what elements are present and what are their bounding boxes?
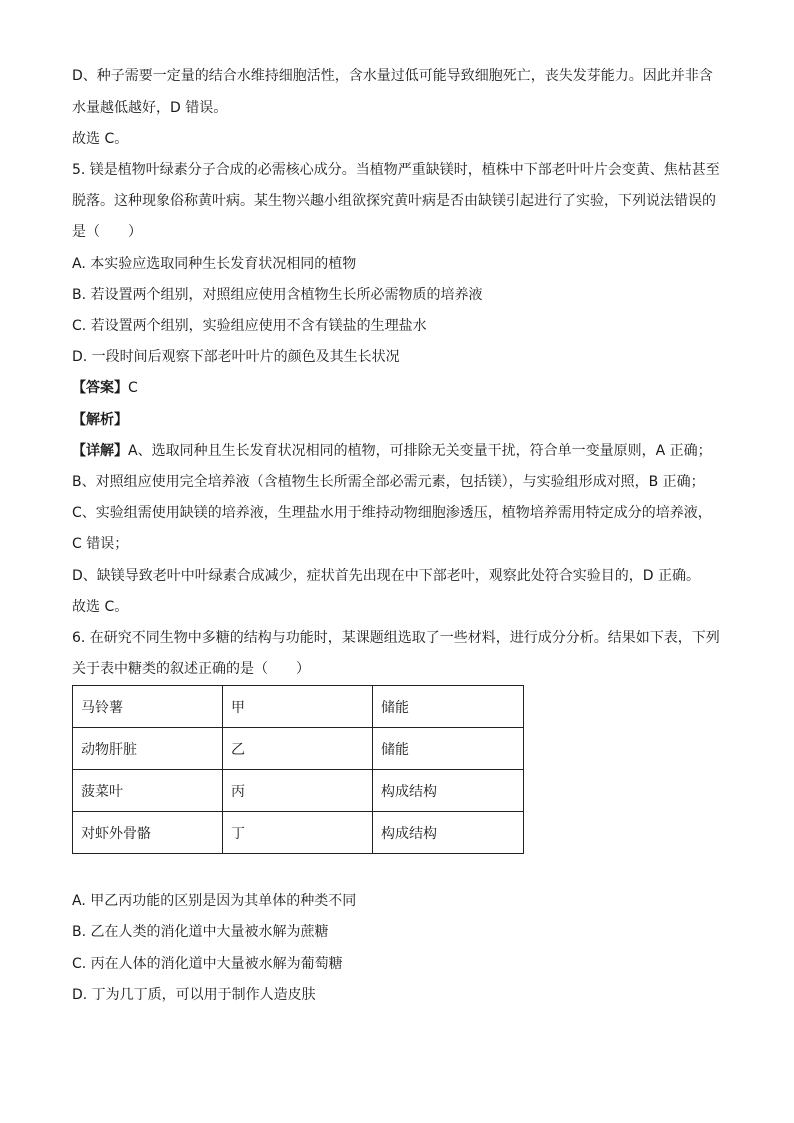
q6-option-c: C. 丙在人体的消化道中大量被水解为葡萄糖 — [72, 956, 343, 972]
answer-value: C — [128, 380, 138, 396]
answer-tag: 【答案】 — [72, 380, 128, 396]
table-cell-function: 储能 — [373, 728, 524, 770]
table-cell-sugar: 乙 — [223, 728, 373, 770]
q4-option-d-line1: D、种子需要一定量的结合水维持细胞活性，含水量过低可能导致细胞死亡，丧失发芽能力。因此并非含 — [72, 68, 713, 84]
table-cell-sugar: 丙 — [223, 770, 373, 812]
table-cell-function: 构成结构 — [373, 812, 524, 854]
q6-option-b: B. 乙在人类的消化道中大量被水解为蔗糖 — [72, 924, 329, 940]
q6-option-a: A. 甲乙丙功能的区别是因为其单体的种类不同 — [72, 893, 357, 909]
q5-stem-line3: 是（ ） — [72, 224, 142, 240]
detail-a-text: A、选取同种且生长发育状况相同的植物，可排除无关变量干扰，符合单一变量原则，A 正确； — [128, 443, 712, 459]
table-row — [73, 770, 524, 812]
q5-option-c: C. 若设置两个组别，实验组应使用不含有镁盐的生理盐水 — [72, 318, 427, 334]
q5-detail-b: B、对照组应使用完全培养液（含植物生长所需全部必需元素，包括镁），与实验组形成对照，B 正确； — [72, 474, 705, 490]
table-cell-material: 对虾外骨骼 — [73, 812, 223, 854]
table-cell-material: 菠菜叶 — [73, 770, 223, 812]
q5-detail-d: D、缺镁导致老叶中叶绿素合成减少，症状首先出现在中下部老叶，观察此处符合实验目的，D 正确。 — [72, 568, 701, 584]
q5-answer — [72, 378, 138, 398]
table-cell-material: 动物肝脏 — [73, 728, 223, 770]
q5-stem-line1: 5. 镁是植物叶绿素分子合成的必需核心成分。当植物严重缺镁时，植株中下部老叶叶片会变黄、焦枯甚至 — [72, 162, 720, 178]
q6-stem-line2: 关于表中糖类的叙述正确的是（ ） — [72, 661, 310, 677]
table-row — [73, 686, 524, 728]
table-cell-sugar: 甲 — [223, 686, 373, 728]
q6-option-d: D. 丁为几丁质，可以用于制作人造皮肤 — [72, 987, 316, 1003]
q5-analysis-tag: 【解析】 — [72, 412, 128, 428]
q5-select: 故选 C。 — [72, 599, 129, 615]
q6-stem-line1: 6. 在研究不同生物中多糖的结构与功能时，某课题组选取了一些材料，进行成分分析。结果如下表，下列 — [72, 630, 720, 646]
polysaccharide-table — [72, 685, 524, 854]
q5-option-a: A. 本实验应选取同种生长发育状况相同的植物 — [72, 256, 357, 272]
table-cell-sugar: 丁 — [223, 812, 373, 854]
table-row — [73, 728, 524, 770]
detail-tag: 【详解】 — [72, 443, 128, 459]
q5-detail-c-line2: C 错误； — [72, 536, 129, 552]
q4-option-d-line2: 水量越低越好，D 错误。 — [72, 100, 228, 116]
table-cell-function: 构成结构 — [373, 770, 524, 812]
table-cell-material: 马铃薯 — [73, 686, 223, 728]
q5-option-b: B. 若设置两个组别，对照组应使用含植物生长所必需物质的培养液 — [72, 287, 483, 303]
q5-detail-a — [72, 441, 712, 461]
table-cell-function: 储能 — [373, 686, 524, 728]
table-row — [73, 812, 524, 854]
q4-select: 故选 C。 — [72, 131, 129, 147]
q5-stem-line2: 脱落。这种现象俗称黄叶病。某生物兴趣小组欲探究黄叶病是否由缺镁引起进行了实验，下列说法错误的 — [72, 193, 716, 209]
q5-option-d: D. 一段时间后观察下部老叶叶片的颜色及其生长状况 — [72, 349, 400, 365]
q5-detail-c-line1: C、实验组需使用缺镁的培养液，生理盐水用于维持动物细胞渗透压，植物培养需用特定成分的培养液， — [72, 505, 712, 521]
